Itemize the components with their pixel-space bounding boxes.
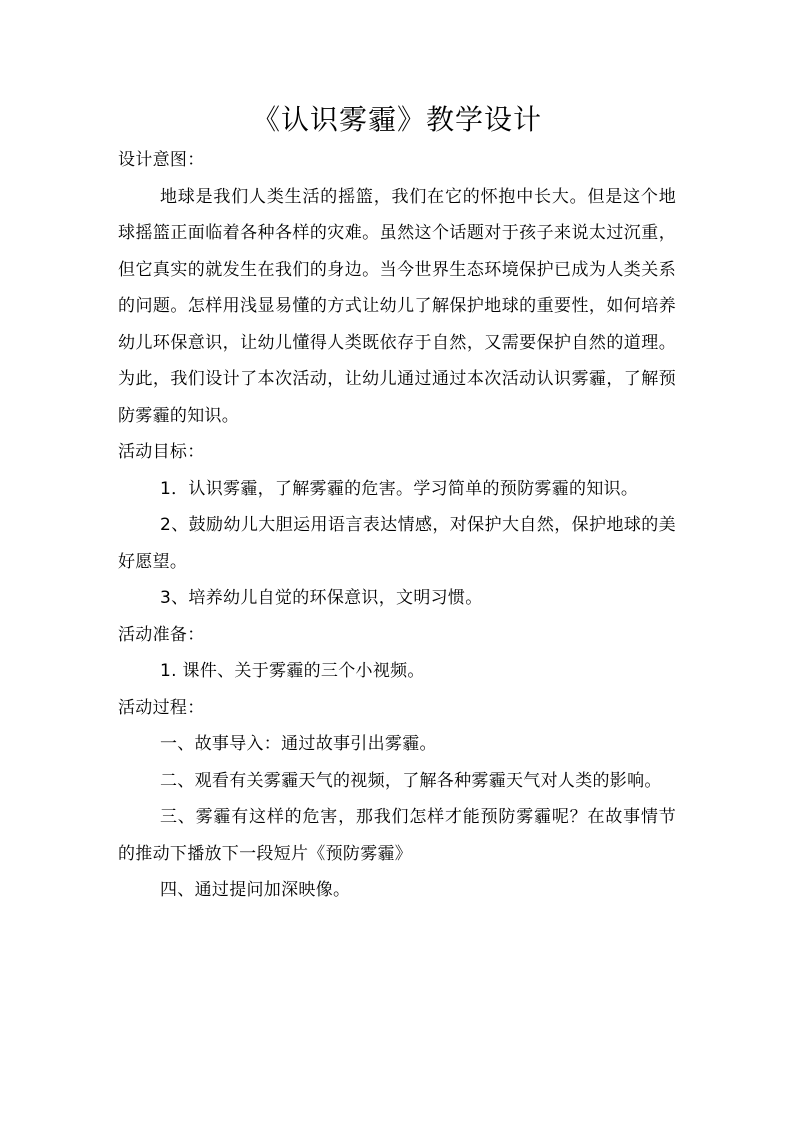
goal-item-1: 1．认识雾霾，了解雾霾的危害。学习简单的预防雾霾的知识。 <box>160 478 639 499</box>
section-heading-preparation: 活动准备： <box>118 624 205 645</box>
process-step-2: 二、观看有关雾霾天气的视频，了解各种雾霾天气对人类的影响。 <box>160 770 662 791</box>
section-heading-goals: 活动目标： <box>118 442 205 462</box>
goal-item-2: 2、鼓励幼儿大胆运用语言表达情感，对保护大自然，保护地球的美好愿望。 <box>118 515 676 572</box>
document-title: 《认识雾霾》教学设计 <box>251 103 542 136</box>
goal-item-3: 3、培养幼儿自觉的环保意识，文明习惯。 <box>160 588 483 608</box>
process-step-1: 一、故事导入：通过故事引出雾霾。 <box>160 734 437 754</box>
document-body <box>118 142 676 909</box>
section-heading-process: 活动过程： <box>118 697 205 718</box>
preparation-item-1: 1. 课件、关于雾霾的三个小视频。 <box>160 661 425 681</box>
process-step-3: 三、雾霾有这样的危害，那我们怎样才能预防雾霾呢？在故事情节的推动下播放下一段短片《预防雾霾》 <box>118 807 676 864</box>
section-heading-design-intent: 设计意图： <box>118 150 205 170</box>
design-intent-paragraph: 地球是我们人类生活的摇篮，我们在它的怀抱中长大。但是这个地球摇篮正面临着各种各样的灾难。虽然这个话题对于孩子来说太过沉重，但它真实的就发生在我们的身边。当今世界生态环境保护已成为人类关系的问题。怎样用浅显易懂的方式让幼儿了解保护地球的重要性，如何培养幼儿环保意识，让幼儿懂得人类既依存于自然，又需要保护自然的道理。为此，我们设计了本次活动，让幼儿通过通过本次活动认识雾霾，了解预防雾霾的知识。 <box>118 186 676 426</box>
process-step-4: 四、通过提问加深映像。 <box>160 880 351 900</box>
